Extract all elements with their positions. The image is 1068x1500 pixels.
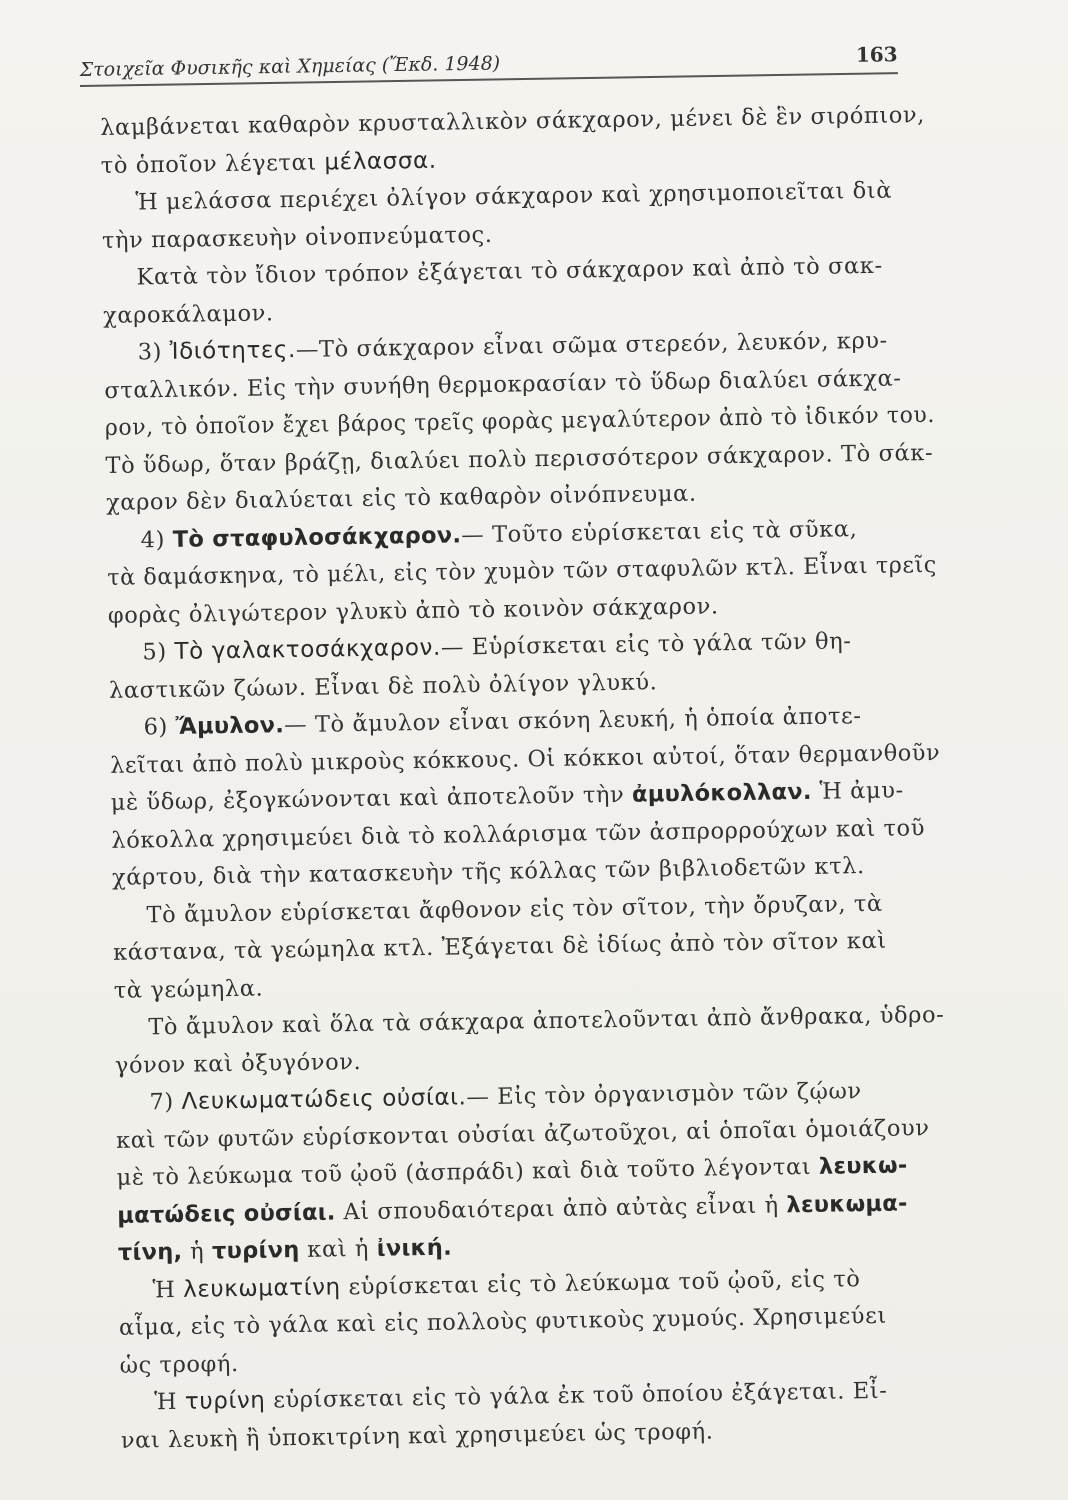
text-run: Κατὰ τὸν ἴδιον τρόπον ἐξάγεται τὸ σάκχαρον καὶ ἀπὸ τὸ σακ-	[136, 252, 883, 291]
text-line	[135, 178, 892, 216]
text-line	[119, 1350, 239, 1378]
text-line	[106, 481, 697, 516]
text-run: — Εἰς τὸν ὀργανισμὸν τῶν ζῴων	[466, 1078, 862, 1111]
text-run: — Τοῦτο εὑρίσκεται εἰς τὰ σῦκα,	[461, 515, 858, 548]
emphasized-term: ἰνική.	[376, 1234, 453, 1262]
emphasized-term: Λευκωματώδεις οὐσίαι.	[181, 1084, 467, 1115]
text-line	[110, 739, 940, 778]
text-line	[149, 1078, 862, 1115]
text-run: χάρτου, διὰ τὴν κατασκευὴν τῆς κόλλας τῶν βιβλιοδετῶν κτλ.	[111, 853, 865, 891]
emphasized-term: Τὸ σταφυλοσάκχαρον.	[172, 521, 462, 553]
emphasized-term: λευκωμα-	[786, 1189, 908, 1218]
text-line	[118, 1235, 453, 1266]
text-line	[117, 1190, 908, 1228]
text-line	[115, 1049, 362, 1079]
text-line	[100, 102, 925, 141]
text-run: εὑρίσκεται εἰς τὸ λεύκωμα τοῦ ᾠοῦ, εἰς τὸ	[340, 1265, 861, 1300]
text-line	[119, 1303, 887, 1341]
text-run: Τὸ ἄμυλον καὶ ὅλα τὰ σάκχαρα ἀποτελοῦνται ἀπὸ ἄνθρακα, ὑδρο-	[148, 1001, 945, 1041]
emphasized-term: ἀμυλόκολλαν.	[631, 778, 812, 808]
text-line	[104, 365, 902, 404]
text-run: τὰ δαμάσκηνα, τὸ μέλι, εἰς τὸν χυμὸν τῶν σταφυλῶν κτλ. Εἶναι τρεῖς	[107, 551, 937, 591]
text-line	[102, 221, 493, 253]
text-run: ρον, τὸ ὁποῖον ἔχει βάρος τρεῖς φορὰς μεγαλύτερον ἀπὸ τὸ ἰδικόν του.	[104, 401, 936, 441]
text-line	[111, 815, 925, 854]
text-line	[142, 628, 851, 665]
text-line	[109, 669, 658, 704]
emphasized-term: Ἄμυλον.	[175, 712, 285, 740]
page-header	[79, 32, 898, 87]
text-run: — Εὑρίσκεται εἰς τὸ γάλα τῶν θη-	[440, 628, 852, 661]
text-run: σταλλικόν. Εἰς τὴν συνήθη θερμοκρασίαν τὸ ὕδωρ διαλύει σάκχα-	[104, 364, 902, 404]
text-line	[112, 853, 865, 891]
page-number: 163	[855, 42, 898, 67]
text-run: αἷμα, εἰς τὸ γάλα καὶ εἰς πολλοὺς φυτικοὺς χυμούς. Χρησιμεύει	[118, 1302, 887, 1341]
text-run: λαμβάνεται καθαρὸν κρυσταλλικὸν σάκχαρον, μένει δὲ ἓν σιρόπιον,	[100, 102, 926, 141]
emphasized-term: τυρίνη	[184, 1387, 266, 1415]
text-run: 3)	[137, 338, 170, 366]
text-line	[114, 975, 264, 1003]
text-line	[101, 147, 437, 178]
text-line	[113, 928, 887, 966]
text-run: Τὸ ὕδωρ, ὅταν βράζῃ, διαλύει πολὺ περισσότερον σάκχαρον. Τὸ σάκ-	[105, 439, 934, 479]
text-run: 6)	[143, 713, 176, 741]
text-run: Αἱ σπουδαιότεραι ἀπὸ αὐτὰς εἶναι ἡ	[335, 1191, 787, 1225]
text-run: γόνον καὶ ὀξυγόνον.	[114, 1048, 362, 1079]
text-run: εὑρίσκεται εἰς τὸ γάλα ἐκ τοῦ ὁποίου ἐξάγεται. Εἶ-	[265, 1377, 888, 1414]
emphasized-term: λευκωματίνη	[182, 1273, 341, 1303]
text-run: ὡς τροφή.	[119, 1350, 239, 1379]
text-run: 5)	[142, 638, 175, 666]
text-run: καὶ τῶν φυτῶν εὑρίσκονται οὐσίαι ἀζωτοῦχοι, αἱ ὁποῖαι ὁμοιάζουν	[115, 1114, 930, 1154]
text-run: καὶ ἡ	[299, 1235, 377, 1264]
text-run: μὲ ὕδωρ, ἐξογκώνονται καὶ ἀποτελοῦν τὴν	[110, 781, 633, 816]
text-line	[136, 253, 883, 291]
text-run: λεῖται ἀπὸ πολὺ μικροὺς κόκκους. Οἱ κόκκοι αὐτοί, ὅταν θερμανθοῦν	[110, 739, 941, 779]
text-line	[152, 1266, 860, 1303]
text-run: 4)	[140, 526, 173, 553]
text-line	[116, 1115, 930, 1154]
emphasized-term: τυρίνη	[211, 1237, 300, 1265]
text-run: κάστανα, τὰ γεώμηλα κτλ. Ἐξάγεται δὲ ἰδίως ἀπὸ τὸν σῖτον καὶ	[112, 927, 887, 966]
emphasized-term: ματώδεις οὐσίαι.	[117, 1198, 336, 1229]
emphasized-term: Ἰδιότητες.	[169, 336, 297, 365]
emphasized-term: μέλασσα.	[324, 147, 437, 175]
text-run: ναι λευκὴ ἢ ὑποκιτρίνη καὶ χρησιμεύει ὡς τροφή.	[120, 1418, 714, 1454]
text-run: χαροκάλαμον.	[102, 299, 274, 329]
text-run: μὲ τὸ λεύκωμα τοῦ ᾠοῦ (ἀσπράδι) καὶ διὰ τοῦτο λέγονται	[116, 1153, 820, 1191]
text-run: Τὸ ἄμυλον εὑρίσκεται ἄφθονον εἰς τὸν σῖτον, τὴν ὄρυζαν, τὰ	[146, 890, 883, 928]
text-run: χαρον δὲν διαλύεται εἰς τὸ καθαρὸν οἰνόπνευμα.	[105, 480, 697, 516]
text-run: Ἡ	[154, 1388, 186, 1416]
text-run: λόκολλα χρησιμεύει διὰ τὸ κολλάρισμα τῶν ἀσπρορρούχων καὶ τοῦ	[111, 814, 926, 854]
text-line	[105, 402, 935, 441]
text-run: ἡ	[182, 1238, 213, 1265]
text-line	[105, 439, 933, 478]
text-run: — Τὸ ἄμυλον εἶναι σκόνη λευκή, ἡ ὁποία ἀποτε-	[283, 703, 862, 739]
text-run: φορὰς ὀλιγώτερον γλυκὺ ἀπὸ τὸ κοινὸν σάκχαρον.	[107, 592, 719, 629]
text-run: τὴν παρασκευὴν οἰνοπνεύματος.	[101, 221, 493, 254]
text-line	[116, 1152, 907, 1190]
body-text	[100, 102, 945, 1454]
text-line	[148, 1002, 944, 1041]
emphasized-term: λευκω-	[818, 1152, 908, 1180]
text-line	[138, 328, 888, 366]
running-title: Στοιχεῖα Φυσικῆς καὶ Χημείας (Ἔκδ. 1948)	[79, 52, 501, 82]
text-line	[107, 552, 937, 591]
text-line	[108, 593, 719, 629]
text-run: Ἡ μελάσσα περιέχει ὀλίγον σάκχαρον καὶ χρησιμοποιεῖται διὰ	[135, 177, 893, 216]
text-run: Ἡ	[152, 1276, 184, 1303]
text-line	[121, 1418, 714, 1453]
text-line	[154, 1378, 888, 1416]
text-run: Ἡ ἀμυ-	[811, 777, 904, 805]
text-run: λαστικῶν ζώων. Εἶναι δὲ πολὺ ὀλίγον γλυκύ.	[108, 668, 658, 704]
text-run: τὰ γεώμηλα.	[113, 975, 264, 1004]
text-run: 7)	[149, 1088, 182, 1116]
text-line	[103, 300, 274, 329]
text-line	[143, 703, 861, 740]
text-run: —Τὸ σάκχαρον εἶναι σῶμα στερεόν, λευκόν, κρυ-	[295, 327, 888, 363]
text-line	[146, 890, 883, 928]
text-line	[140, 516, 857, 553]
text-line	[111, 777, 904, 815]
emphasized-term: Τὸ γαλακτοσάκχαρον.	[174, 634, 442, 665]
text-run: τὸ ὁποῖον λέγεται	[100, 148, 325, 179]
emphasized-term: τίνη,	[117, 1238, 183, 1266]
